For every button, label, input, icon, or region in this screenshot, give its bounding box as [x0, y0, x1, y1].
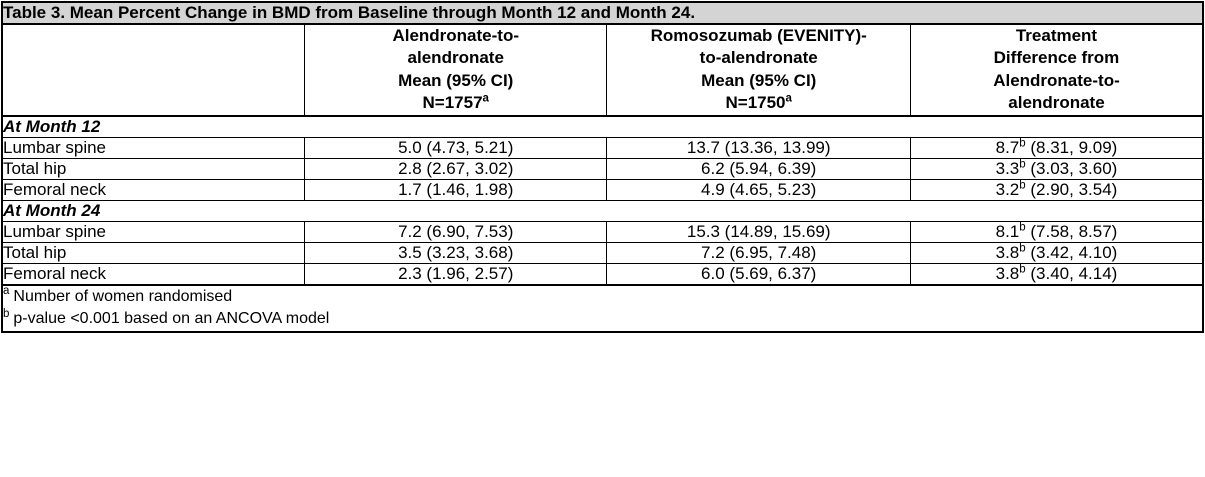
footnote-marker-b: b — [1019, 263, 1026, 276]
difference-ci: (8.31, 9.09) — [1025, 137, 1118, 157]
difference-ci: (2.90, 3.54) — [1025, 179, 1118, 199]
header-alendronate-to-alendronate — [304, 24, 606, 116]
footnote-marker-b: b — [1019, 137, 1026, 150]
cell-alendronate: 1.7 (1.46, 1.98) — [304, 179, 606, 200]
difference-ci: (7.58, 8.57) — [1025, 221, 1118, 241]
difference-value: 8.1 — [995, 221, 1020, 241]
cell-difference — [910, 179, 1203, 200]
cell-romosozumab: 6.2 (5.94, 6.39) — [607, 158, 910, 179]
header-line-1: Alendronate-to- — [392, 26, 519, 45]
difference-value: 3.3 — [995, 158, 1020, 178]
footnote-marker-b: b — [1019, 221, 1026, 234]
cell-alendronate: 7.2 (6.90, 7.53) — [304, 221, 606, 242]
difference-value: 3.2 — [995, 179, 1020, 199]
table-header-row — [2, 24, 1203, 116]
cell-difference — [910, 137, 1203, 158]
header-footnote-marker-a: a — [785, 92, 792, 105]
footnote-marker-b: b — [1019, 179, 1026, 192]
footnote-marker-a: a — [3, 285, 10, 298]
table-row — [2, 158, 1203, 179]
footnote-b — [3, 308, 1202, 331]
table-row — [2, 263, 1203, 285]
footnote-marker-b: b — [3, 308, 10, 321]
footnotes — [2, 285, 1203, 332]
footnote-a-text: Number of women randomised — [13, 287, 233, 305]
cell-difference — [910, 221, 1203, 242]
section-heading-row — [2, 200, 1203, 221]
header-line-4: N=1757 — [422, 93, 483, 113]
section-heading-row — [2, 116, 1203, 138]
header-line-4: N=1750 — [725, 93, 786, 113]
header-treatment-difference — [910, 24, 1203, 116]
footnote-b-text: p-value <0.001 based on an ANCOVA model — [13, 310, 330, 328]
footnotes-row — [2, 285, 1203, 332]
row-label-femoral-neck: Femoral neck — [2, 263, 304, 285]
footnote-marker-b: b — [1019, 242, 1026, 255]
cell-difference — [910, 242, 1203, 263]
cell-romosozumab: 15.3 (14.89, 15.69) — [607, 221, 910, 242]
cell-alendronate: 2.3 (1.96, 2.57) — [304, 263, 606, 285]
cell-romosozumab: 7.2 (6.95, 7.48) — [607, 242, 910, 263]
section-heading-month-24: At Month 24 — [2, 200, 1203, 221]
row-label-total-hip: Total hip — [2, 158, 304, 179]
table-row — [2, 137, 1203, 158]
cell-romosozumab: 6.0 (5.69, 6.37) — [607, 263, 910, 285]
header-line-2: to-alendronate — [699, 48, 818, 68]
difference-ci: (3.03, 3.60) — [1025, 158, 1118, 178]
row-label-lumbar-spine: Lumbar spine — [2, 221, 304, 242]
table-title-row — [2, 2, 1203, 24]
header-line-2: alendronate — [407, 48, 504, 68]
header-line-3: Mean (95% CI) — [398, 70, 514, 90]
difference-value: 3.8 — [995, 242, 1020, 262]
cell-romosozumab: 4.9 (4.65, 5.23) — [607, 179, 910, 200]
header-line-2: Difference from — [993, 48, 1120, 68]
footnote-marker-b: b — [1019, 158, 1026, 171]
row-label-femoral-neck: Femoral neck — [2, 179, 304, 200]
bmd-table-container — [0, 1, 1205, 477]
cell-alendronate: 2.8 (2.67, 3.02) — [304, 158, 606, 179]
row-label-lumbar-spine: Lumbar spine — [2, 137, 304, 158]
header-line-3: Mean (95% CI) — [701, 70, 817, 90]
table-row — [2, 242, 1203, 263]
table-row — [2, 179, 1203, 200]
footnote-a — [3, 286, 1202, 309]
table-title: Table 3. Mean Percent Change in BMD from Baseline through Month 12 and Month 24. — [2, 2, 1203, 24]
difference-value: 8.7 — [995, 137, 1020, 157]
difference-ci: (3.40, 4.14) — [1025, 263, 1118, 283]
header-blank-cell — [2, 24, 304, 116]
header-romosozumab-to-alendronate — [607, 24, 910, 116]
section-heading-month-12: At Month 12 — [2, 116, 1203, 138]
cell-alendronate: 5.0 (4.73, 5.21) — [304, 137, 606, 158]
header-line-3: Alendronate-to- — [993, 70, 1120, 90]
cell-difference — [910, 158, 1203, 179]
difference-ci: (3.42, 4.10) — [1025, 242, 1118, 262]
header-footnote-marker-a: a — [482, 92, 489, 105]
header-line-4: alendronate — [1008, 93, 1105, 113]
cell-alendronate: 3.5 (3.23, 3.68) — [304, 242, 606, 263]
difference-value: 3.8 — [995, 263, 1020, 283]
bmd-results-table — [1, 1, 1204, 333]
cell-difference — [910, 263, 1203, 285]
header-line-1: Romosozumab (EVENITY)- — [650, 26, 867, 45]
header-line-1: Treatment — [1015, 26, 1098, 45]
table-row — [2, 221, 1203, 242]
cell-romosozumab: 13.7 (13.36, 13.99) — [607, 137, 910, 158]
row-label-total-hip: Total hip — [2, 242, 304, 263]
